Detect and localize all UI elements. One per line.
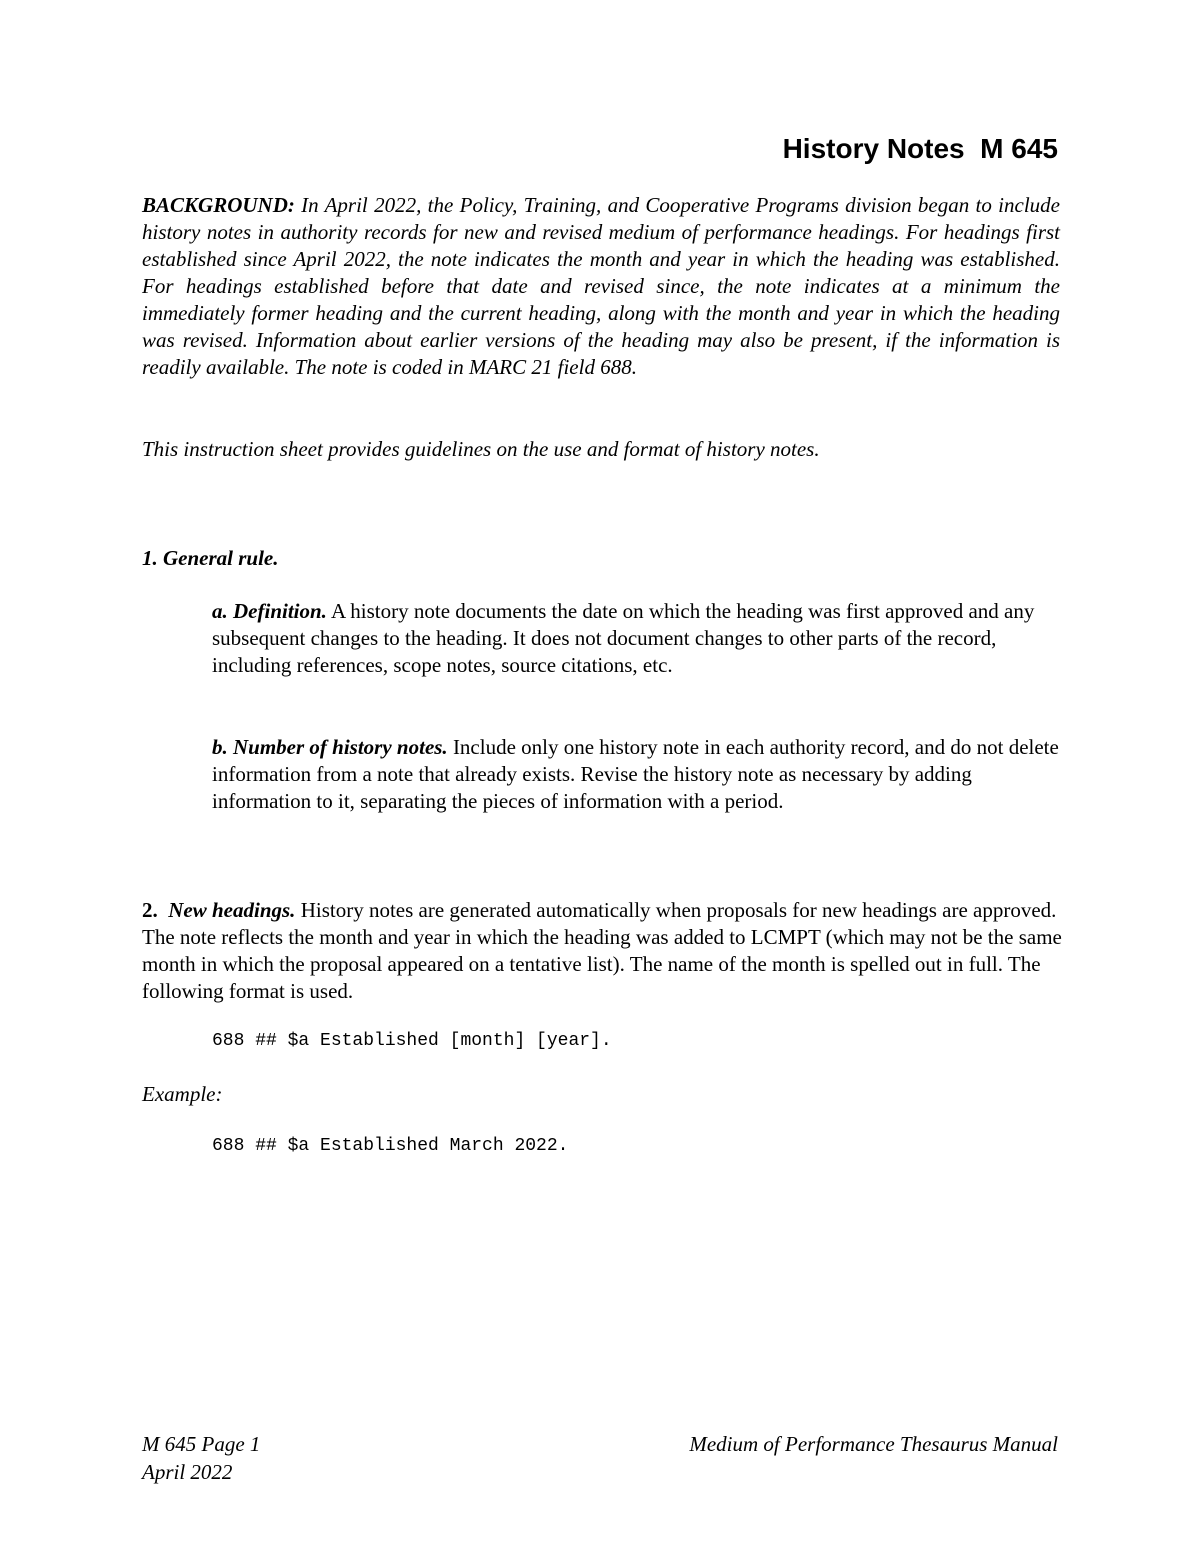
section-1a-text: A history note documents the date on which the heading was first approved and any subsequent changes to the heading. It does not document changes to other parts of the record, including references, scope notes, source citations, etc.	[212, 599, 1035, 677]
section-1a-lead: a. Definition.	[212, 599, 327, 623]
section-1-heading: 1. General rule.	[142, 546, 279, 570]
footer-left	[142, 1430, 260, 1486]
page-title: History Notes M 645	[782, 133, 1058, 164]
format-code-line: 688 ## $a Established [month] [year].	[212, 1031, 612, 1051]
example-code-line: 688 ## $a Established March 2022.	[212, 1136, 569, 1156]
footer-manual-title: Medium of Performance Thesaurus Manual	[689, 1432, 1058, 1456]
footer-date: April 2022	[142, 1460, 233, 1484]
example-label: Example:	[142, 1082, 223, 1106]
section-2-paragraph	[142, 897, 1062, 1005]
footer-page-number: M 645 Page 1	[142, 1432, 261, 1456]
section-1b-lead: b. Number of history notes.	[212, 735, 448, 759]
section-1a-paragraph	[212, 598, 1062, 679]
section-2-number: 2.	[142, 898, 158, 922]
footer-right	[689, 1430, 1058, 1458]
section-1b-paragraph	[212, 734, 1062, 815]
background-paragraph	[142, 192, 1060, 381]
instruction-paragraph: This instruction sheet provides guidelines on the use and format of history notes.	[142, 437, 820, 461]
section-2-text: History notes are generated automatically when proposals for new headings are approved. The note reflects the month and year in which the heading was added to LCMPT (which may not be the same month in which the proposal appeared on a tentative list). The name of the month is spelled out in full. The following format is used.	[142, 898, 1062, 1003]
background-label: BACKGROUND:	[142, 193, 295, 217]
section-1b-text: Include only one history note in each authority record, and do not delete information from a note that already exists. Revise the history note as necessary by adding information to it, separating the pieces of information with a period.	[212, 735, 1059, 813]
background-text: In April 2022, the Policy, Training, and Cooperative Programs division began to include history notes in authority records for new and revised medium of performance headings. For headings first established since April 2022, the note indicates the month and year in which the heading was established. For headings established before that date and revised since, the note indicates at a minimum the immediately former heading and the current heading, along with the month and year in which the heading was revised. Information about earlier versions of the heading may also be present, if the information is readily available. The note is coded in MARC 21 field 688.	[142, 193, 1060, 379]
section-2-lead: New headings.	[168, 898, 296, 922]
